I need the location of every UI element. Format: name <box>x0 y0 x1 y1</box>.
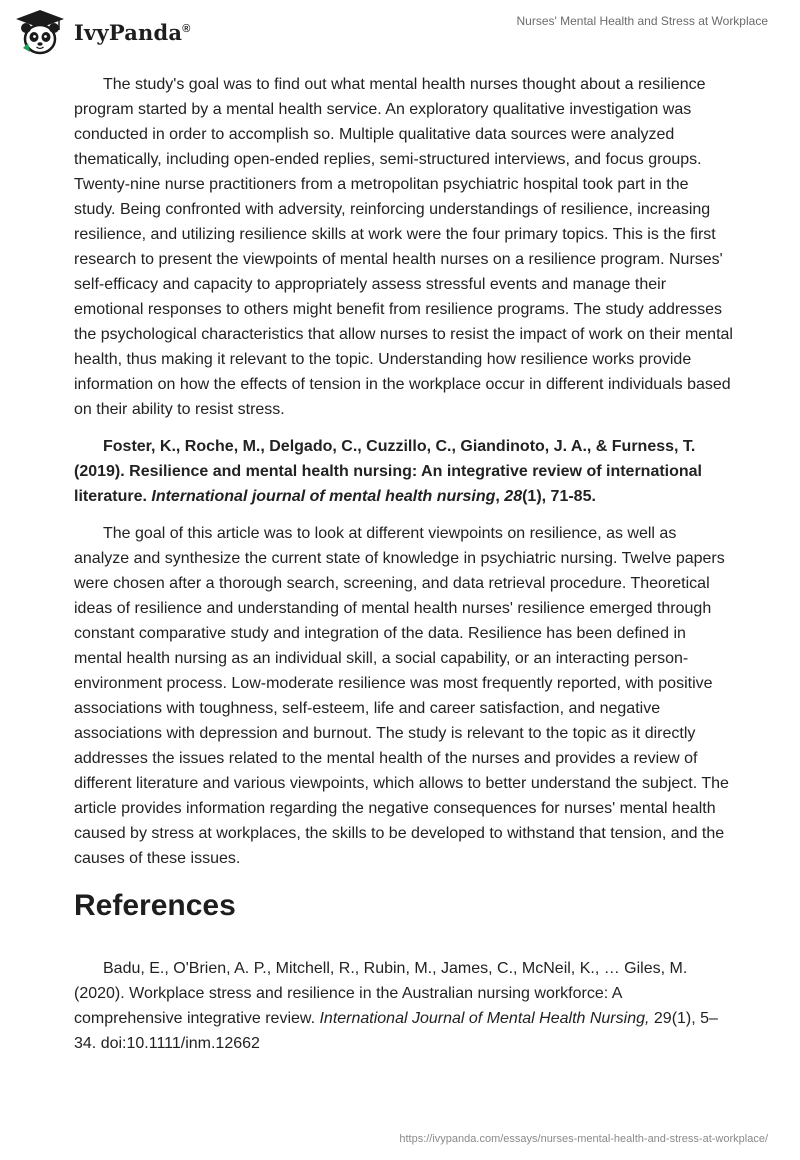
reference-journal: International Journal of Mental Health Nursing, <box>319 1010 650 1027</box>
panda-graduate-icon <box>14 8 66 56</box>
citation-journal: International journal of mental health nursing <box>151 488 496 505</box>
reference-tail: 29(1), 5–34. doi:10.1111/inm.12662 <box>74 1010 718 1052</box>
citation-issue-pages: (1), 71-85. <box>522 488 596 505</box>
document-body <box>74 72 734 1056</box>
references-heading: References <box>74 889 236 922</box>
citation-foster-2019: Foster, K., Roche, M., Delgado, C., Cuzzillo, C., Giandinoto, J. A., & Furness, T. (2019). Resilience and mental health nursing: An integrative review of international literature. International journal of mental health nursing, 28(1), 71-85. <box>74 438 702 505</box>
reference-text: Badu, E., O'Brien, A. P., Mitchell, R., Rubin, M., James, C., McNeil, K., … Giles, M. (2020). Workplace stress and resilience in the Australian nursing workforce: A comprehensive integrative review. <box>74 960 688 1027</box>
document-title: Nurses' Mental Health and Stress at Workplace <box>516 14 768 28</box>
brand-name: IvyPanda® <box>74 19 191 45</box>
page-header <box>0 0 800 60</box>
brand-logo[interactable] <box>14 8 191 56</box>
citation-volume: 28 <box>504 488 523 505</box>
source-url[interactable]: https://ivypanda.com/essays/nurses-mental-health-and-stress-at-workplace/ <box>399 1133 768 1145</box>
body-paragraph-1: The study's goal was to find out what mental health nurses thought about a resilience program started by a mental health service. An exploratory qualitative investigation was conducted in order to accomplish so. Multiple qualitative data sources were analyzed thematically, including open-ended replies, semi-structured interviews, and focus groups. Twenty-nine nurse practitioners from a metropolitan psychiatric hospital took part in the study. Being confronted with adversity, reinforcing understandings of resilience, increasing resilience, and utilizing resilience skills at work were the four primary topics. This is the first research to present the viewpoints of mental health nurses on a resilience program. Nurses' self-efficacy and capacity to appropriately assess stressful events and manage their emotional responses to others might benefit from resilience programs. The study addresses the psychological characteristics that allow nurses to resist the impact of work on their mental health, thus making it relevant to the topic. Understanding how resilience works provide information on how the effects of tension in the workplace occur in different individuals based on their ability to resist stress. <box>74 76 733 418</box>
citation-authors-title: Foster, K., Roche, M., Delgado, C., Cuzzillo, C., Giandinoto, J. A., & Furness, T. (2019). Resilience and mental health nursing: An integrative review of international literature. <box>74 438 702 505</box>
body-paragraph-2: The goal of this article was to look at different viewpoints on resilience, as well as analyze and synthesize the current state of knowledge in psychiatric nursing. Twelve papers were chosen after a thorough search, screening, and data retrieval procedure. Theoretical ideas of resilience and understanding of mental health nurses' resilience emerged through constant comparative study and integration of the data. Resilience has been defined in mental health nursing as an individual skill, a social capability, or an interacting person-environment process. Low-moderate resilience was most frequently reported, with positive associations with toughness, self-esteem, life and career satisfaction, and negative associations with depression and burnout. The study is relevant to the topic as it directly addresses the issues related to the mental health of the nurses and provides a review of different literature and various viewpoints, which allows to better understand the subject. The article provides information regarding the negative consequences for nurses' mental health caused by stress at workplaces, the skills to be developed to withstand that tension, and the causes of these issues. <box>74 525 729 867</box>
reference-entry <box>74 956 734 1056</box>
